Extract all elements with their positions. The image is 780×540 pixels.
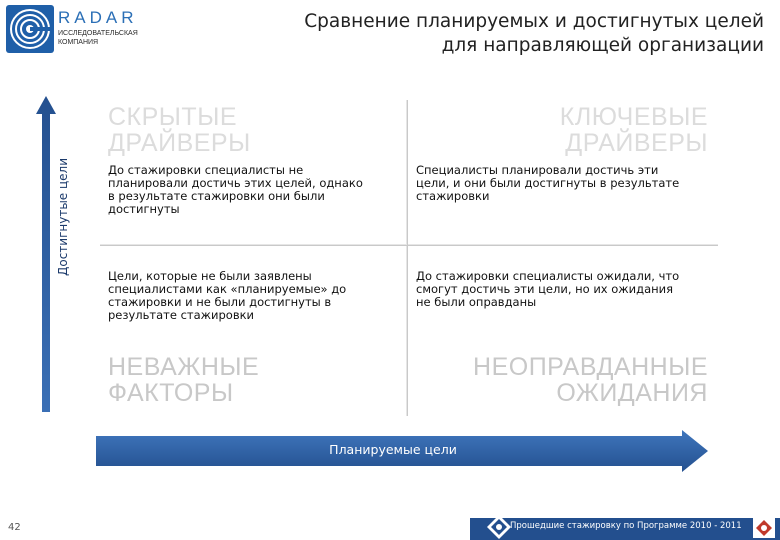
quadrant-title-line: ОЖИДАНИЯ	[556, 379, 708, 407]
grid-divider-horizontal-line	[100, 245, 718, 246]
page-title	[204, 10, 764, 58]
quadrant-title	[560, 104, 708, 156]
quadrant-unimportant-factors	[100, 246, 406, 416]
quadrant-title-line: СКРЫТЫЕ	[108, 103, 238, 131]
corner-logo-icon	[752, 517, 776, 539]
grid-divider-vertical-line	[407, 100, 408, 416]
quadrant-unjustified-expectations	[408, 246, 718, 416]
description-line: планировали достичь этих целей, однако	[108, 176, 363, 190]
quadrant-title-line: ДРАЙВЕРЫ	[565, 129, 708, 157]
page-title-line-2: для направляющей организации	[441, 35, 764, 56]
description-line: достигнуты	[108, 202, 180, 216]
description-line: До стажировки специалисты ожидали, что	[416, 269, 680, 283]
page-number: 42	[8, 522, 21, 533]
quadrant-title-line: ДРАЙВЕРЫ	[108, 129, 251, 157]
quadrant-description	[108, 164, 363, 216]
description-line: цели, и они были достигнуты в результате	[416, 176, 680, 190]
vertical-axis-label-text: Достигнутые цели	[56, 157, 70, 277]
description-line: стажировки и не были достигнуты в	[108, 295, 332, 309]
quadrant-description	[416, 164, 679, 203]
badge-icon	[486, 514, 512, 540]
description-line: До стажировки специалисты не	[108, 163, 304, 177]
quadrant-grid	[100, 100, 718, 416]
description-line: не были оправданы	[416, 295, 537, 309]
vertical-axis-arrow	[36, 96, 56, 412]
description-line: Специалисты планировали достичь эти	[416, 163, 659, 177]
quadrant-title-line: НЕОПРАВДАННЫЕ	[473, 353, 708, 381]
brand-subtitle: ИССЛЕДОВАТЕЛЬСКАЯ КОМПАНИЯ	[58, 30, 138, 46]
vertical-axis-label	[54, 96, 72, 338]
quadrant-title-line: КЛЮЧЕВЫЕ	[559, 103, 708, 131]
quadrant-key-drivers	[408, 100, 718, 244]
quadrant-title	[473, 354, 708, 406]
radar-logo-icon	[6, 5, 54, 53]
quadrant-title-line: ФАКТОРЫ	[108, 379, 234, 407]
quadrant-title	[108, 354, 259, 406]
quadrant-title-line: НЕВАЖНЫЕ	[108, 353, 260, 381]
description-line: стажировки	[416, 189, 490, 203]
quadrant-description	[108, 270, 346, 322]
quadrant-title	[108, 104, 251, 156]
horizontal-axis-label: Планируемые цели	[329, 442, 457, 457]
brand-name: RADAR	[58, 8, 138, 27]
description-line: результате стажировки	[108, 308, 255, 322]
quadrant-hidden-drivers	[100, 100, 406, 244]
quadrant-description	[416, 270, 679, 309]
description-line: Цели, которые не были заявлены	[108, 269, 312, 283]
description-line: в результате стажировки они были	[108, 189, 325, 203]
footer-text: Прошедшие стажировку по Программе 2010 - 2011	[510, 521, 742, 531]
description-line: смогут достичь эти цели, но их ожидания	[416, 282, 674, 296]
page-title-line-1: Сравнение планируемых и достигнутых целей	[304, 11, 764, 32]
description-line: специалистами как «планируемые» до	[108, 282, 347, 296]
